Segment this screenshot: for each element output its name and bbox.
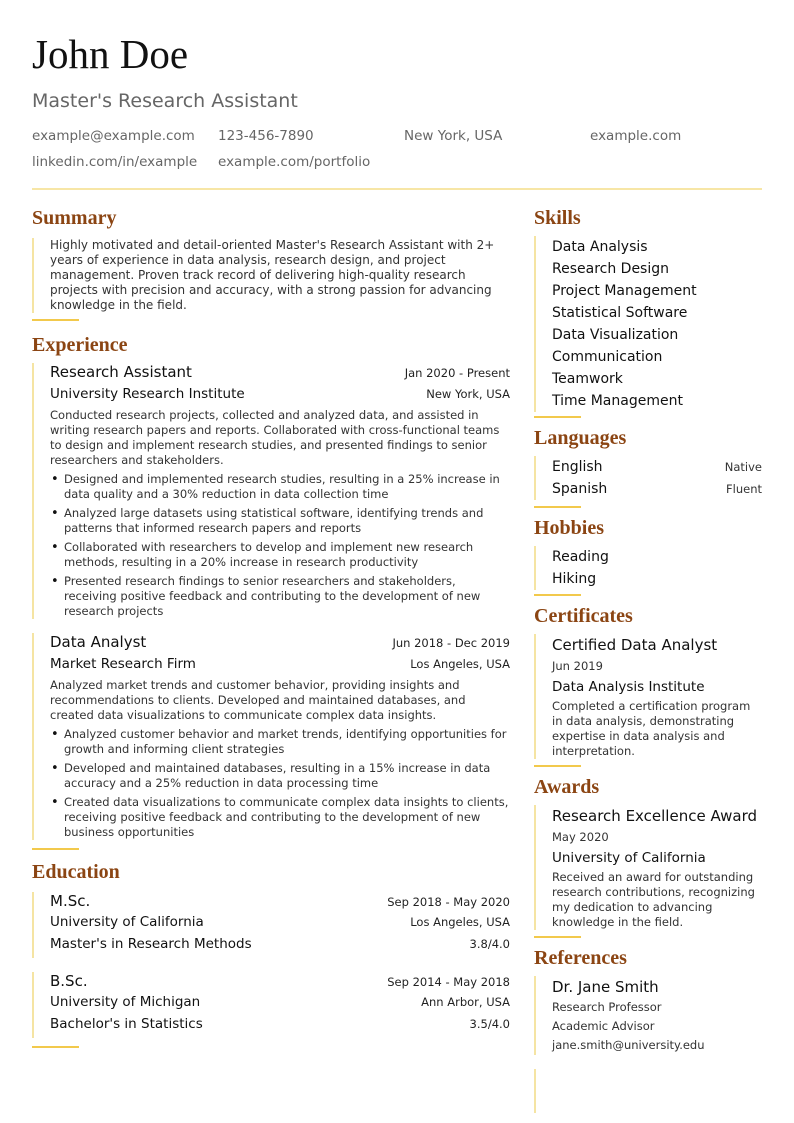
list-item: • Designed and implemented research studies, resulting in a 25% increase in data quality and a 30% reduction in data collection time	[51, 472, 500, 501]
bullet-icon: •	[51, 727, 59, 742]
reference-name: Dr. Jane Smith	[552, 978, 659, 996]
bullet-icon: •	[51, 795, 59, 810]
reference-position: Research Professor	[552, 1000, 662, 1014]
list-item: • Collaborated with researchers to develop and implement new research methods, resulting in a 20% increase in research productivity	[51, 540, 474, 569]
hobbies-heading: Hobbies	[534, 517, 605, 539]
skill-item: Communication	[552, 349, 663, 365]
contact-website[interactable]: example.com	[590, 128, 682, 144]
list-item: • Analyzed large datasets using statistical software, identifying trends and patterns that informed research papers and reports	[51, 506, 484, 535]
section-divider	[534, 936, 581, 938]
summary-text: Highly motivated and detail-oriented Master's Research Assistant with 2+ years of experience in data analysis, research design, and project management. Proven track record of delivering high-quality research projects with precision and accuracy, with a strong passion for advancing knowledge in the field.	[50, 238, 495, 312]
resume-name: John Doe	[32, 31, 189, 77]
languages-list	[534, 456, 762, 500]
certificate-date: Jun 2019	[552, 659, 603, 673]
bullet-icon: •	[51, 506, 59, 521]
education-dates: Sep 2018 - May 2020	[387, 895, 510, 909]
award-description: Received an award for outstanding research contributions, recognizing my dedication to advancing knowledge in the field.	[552, 870, 755, 929]
hobbies-list	[534, 546, 762, 590]
language-level: Native	[724, 460, 762, 474]
bullet-icon: •	[51, 540, 59, 555]
reference-relationship: Academic Advisor	[552, 1019, 655, 1033]
education-entry	[32, 972, 510, 1038]
awards-heading: Awards	[534, 776, 600, 798]
job-title: Data Analyst	[50, 633, 147, 651]
section-divider	[534, 594, 581, 596]
empty-reference-block	[534, 1069, 762, 1113]
skill-item: Research Design	[552, 261, 670, 277]
main-column	[32, 206, 510, 1048]
reference-entry	[534, 976, 762, 1055]
side-column	[534, 206, 762, 1113]
skill-item: Data Visualization	[552, 327, 679, 343]
degree: M.Sc.	[50, 892, 91, 910]
section-divider	[534, 416, 581, 418]
job-dates: Jan 2020 - Present	[404, 366, 510, 380]
contact-list	[32, 128, 772, 171]
language-name: Spanish	[552, 481, 608, 497]
section-divider	[32, 319, 79, 321]
section-divider	[534, 765, 581, 767]
bullet-icon: •	[51, 761, 59, 776]
experience-heading: Experience	[32, 334, 128, 356]
contact-email[interactable]: example@example.com	[32, 128, 195, 144]
list-item: • Presented research findings to senior researchers and stakeholders, receiving positive feedback and contributing to the development of new research projects	[51, 574, 481, 618]
language-level: Fluent	[726, 482, 762, 496]
school: University of California	[50, 914, 204, 930]
contact-location: New York, USA	[404, 128, 503, 144]
list-item: • Analyzed customer behavior and market trends, identifying opportunities for growth and informing client strategies	[51, 727, 507, 756]
certificates-heading: Certificates	[534, 605, 633, 627]
education-heading: Education	[32, 861, 120, 883]
certificate-description: Completed a certification program in data analysis, demonstrating expertise in data analysis and interpretation.	[552, 699, 751, 758]
gpa: 3.8/4.0	[469, 937, 510, 951]
hobby-item: Hiking	[552, 571, 597, 587]
summary-block	[32, 238, 510, 313]
languages-heading: Languages	[534, 427, 627, 449]
resume-headline: Master's Research Assistant	[32, 90, 298, 112]
degree: B.Sc.	[50, 972, 88, 990]
certificate-entry	[534, 634, 762, 759]
job-title: Research Assistant	[50, 363, 192, 381]
job-bullets	[50, 727, 510, 840]
contact-portfolio[interactable]: example.com/portfolio	[218, 154, 371, 170]
field-of-study: Master's in Research Methods	[50, 936, 252, 952]
skills-heading: Skills	[534, 207, 581, 229]
job-company: Market Research Firm	[50, 656, 196, 672]
certificate-issuer: Data Analysis Institute	[552, 679, 705, 695]
school: University of Michigan	[50, 994, 201, 1010]
contact-linkedin[interactable]: linkedin.com/in/example	[32, 154, 198, 170]
skill-item: Statistical Software	[552, 305, 688, 321]
language-item	[552, 478, 762, 500]
gpa: 3.5/4.0	[469, 1017, 510, 1031]
reference-email[interactable]: jane.smith@university.edu	[552, 1038, 705, 1052]
award-entry	[534, 805, 762, 930]
education-entry	[32, 892, 510, 958]
skills-list	[534, 236, 762, 412]
job-description: Analyzed market trends and customer behavior, providing insights and recommendations to clients. Developed and maintained databases, and created data visualizations to communicate complex data insights.	[50, 678, 466, 722]
section-divider	[32, 1046, 79, 1048]
award-date: May 2020	[552, 830, 609, 844]
education-location: Los Angeles, USA	[410, 915, 510, 929]
skill-item: Teamwork	[552, 371, 623, 387]
job-description: Conducted research projects, collected and analyzed data, and assisted in writing research papers and reports. Collaborated with cross-functional teams to design and implement research studies, and presented findings to senior researchers and stakeholders.	[50, 408, 500, 467]
job-company: University Research Institute	[50, 386, 245, 402]
list-item: • Created data visualizations to communicate complex data insights to clients, receiving positive feedback and contributing to the development of new business opportunities	[51, 795, 509, 839]
skill-item: Time Management	[552, 393, 683, 409]
education-dates: Sep 2014 - May 2018	[387, 975, 510, 989]
summary-heading: Summary	[32, 207, 117, 229]
bullet-icon: •	[51, 472, 59, 487]
job-entry	[32, 363, 510, 619]
header-divider	[32, 188, 762, 190]
skill-item: Project Management	[552, 283, 697, 299]
hobby-item: Reading	[552, 549, 609, 565]
job-entry	[32, 633, 510, 840]
job-dates: Jun 2018 - Dec 2019	[392, 636, 510, 650]
job-bullets	[50, 472, 510, 619]
certificate-name: Certified Data Analyst	[552, 636, 718, 654]
section-divider	[32, 848, 79, 850]
contact-phone[interactable]: 123-456-7890	[218, 128, 314, 144]
bullet-icon: •	[51, 574, 59, 589]
job-location: New York, USA	[426, 387, 510, 401]
education-location: Ann Arbor, USA	[421, 995, 510, 1009]
job-location: Los Angeles, USA	[410, 657, 510, 671]
list-item: • Developed and maintained databases, resulting in a 15% increase in data accuracy and a 25% reduction in data processing time	[51, 761, 491, 790]
references-heading: References	[534, 947, 627, 969]
skill-item: Data Analysis	[552, 239, 648, 255]
language-item	[552, 456, 762, 478]
field-of-study: Bachelor's in Statistics	[50, 1016, 203, 1032]
section-divider	[534, 506, 581, 508]
language-name: English	[552, 459, 603, 475]
award-issuer: University of California	[552, 850, 706, 866]
award-name: Research Excellence Award	[552, 807, 757, 825]
